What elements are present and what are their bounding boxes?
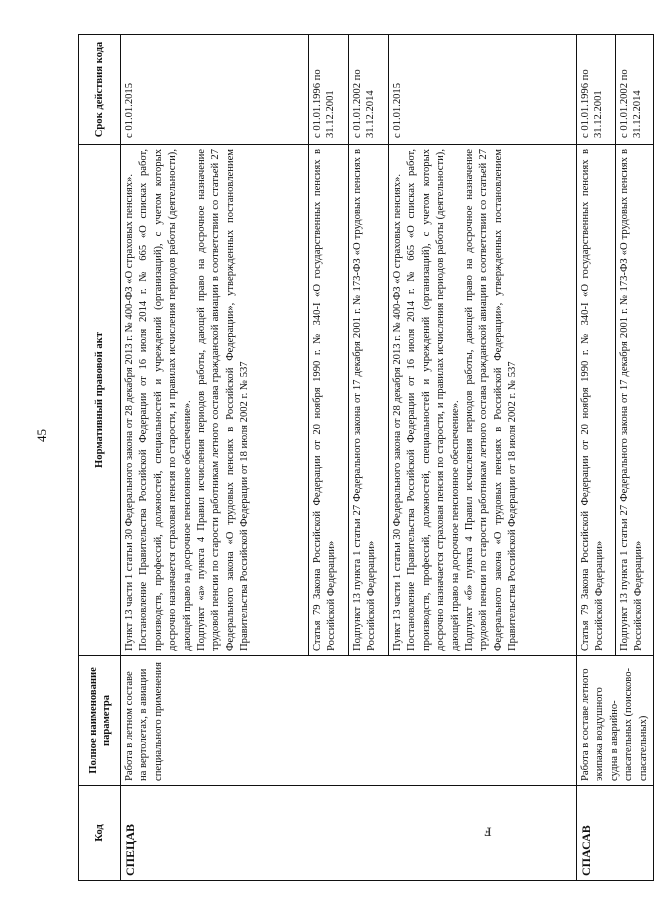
act-paragraph: Подпункт 13 пункта 1 статьи 27 Федерального закона от 17 декабря 2001 г. № 173-ФЗ «О трудовых пенсиях в Российской Федерации» [352, 149, 378, 651]
act-paragraph: Постановление Правительства Российской Федерации от 16 июля 2014 г. № 665 «О списках работ, производств, профессий, должностей, специальностей и учреждений (организаций), с учетом которых досрочно назначается страховая пенсия по старости, и правилах исчисления периодов работы (деятельности), дающей право на досрочное пенсионное обеспечение». [138, 149, 193, 651]
row-term: с 01.01.2002 по 31.12.2014 [615, 35, 654, 145]
norms-table [78, 34, 654, 881]
act-paragraph: Пункт 13 части 1 статьи 30 Федерального закона от 28 декабря 2013 г. № 400-ФЗ «О страховых пенсиях». [124, 173, 135, 651]
row-act [577, 145, 616, 656]
row-term: с 01.01.1996 по 31.12.2001 [577, 35, 616, 145]
table-row [577, 35, 616, 881]
row-act [309, 145, 349, 656]
row-act [349, 145, 389, 656]
act-paragraph: Статья 79 Закона Российской Федерации от 20 ноября 1990 г. № 340-I «О государственных пенсиях в Российской Федерации» [312, 149, 338, 651]
row-code: СПАСАВ [577, 786, 654, 881]
row-name: Работа в летном составе на вертолетах, в авиации специального применения [121, 656, 577, 786]
header-code: Код [79, 786, 121, 881]
row-term: с 01.01.2002 по 31.12.2014 [349, 35, 389, 145]
header-name: Полное наименование параметра [79, 656, 121, 786]
table-row [121, 35, 309, 881]
table-header-row [79, 35, 121, 881]
row-act [389, 145, 577, 656]
act-paragraph: Подпункт «а» пункта 4 Правил исчисления периодов работы, дающей право на досрочное назначение трудовой пенсии по старости работникам летного состава гражданской авиации в соответствии со статьей 27 Федерального закона «О трудовых пенсиях в Российской Федерации», утвержденных постановлением Правительства Российской Федерации от 18 июля 2002 г. № 537 [196, 149, 251, 651]
row-term: с 01.01.2015 [121, 35, 309, 145]
act-paragraph: Подпункт «б» пункта 4 Правил исчисления периодов работы, дающей право на досрочное назначение трудовой пенсии по старости работникам летного состава гражданской авиации в соответствии со статьей 27 Федерального закона «О трудовых пенсиях в Российской Федерации», утвержденных постановлением Правительства Российской Федерации от 18 июля 2002 г. № 537 [464, 149, 519, 651]
row-code: СПЕЦАВ [121, 786, 577, 881]
row-name: Работа в составе летного экипажа воздушного судна в аварийно-спасательных (поисково-спасательных) [577, 656, 654, 786]
row-term: с 01.01.2015 [389, 35, 577, 145]
header-act: Нормативный правовой акт [79, 145, 121, 656]
act-paragraph: Подпункт 13 пункта 1 статьи 27 Федерального закона от 17 декабря 2001 г. № 173-ФЗ «О трудовых пенсиях в Российской Федерации» [618, 149, 644, 651]
act-paragraph: Пункт 13 части 1 статьи 30 Федерального закона от 28 декабря 2013 г. № 400-ФЗ «О страховых пенсиях». [392, 173, 403, 651]
page-number: 45 [34, 429, 49, 442]
row-term: с 01.01.1996 по 31.12.2001 [309, 35, 349, 145]
act-paragraph: Постановление Правительства Российской Федерации от 16 июля 2014 г. № 665 «О списках работ, производств, профессий, должностей, специальностей и учреждений (организаций), с учетом которых досрочно назначается страховая пенсия по старости, и правилах исчисления периодов работы (деятельности), дающей право на досрочное пенсионное обеспечение». [406, 149, 461, 651]
rotated-table-container [78, 35, 648, 881]
header-term: Срок действия кода [79, 35, 121, 145]
row-act [121, 145, 309, 656]
act-paragraph: Статья 79 Закона Российской Федерации от 20 ноября 1990 г. № 340-I «О государственных пенсиях в Российской Федерации» [580, 149, 606, 651]
row-act [615, 145, 654, 656]
pen-mark: ⅎ [484, 820, 492, 840]
